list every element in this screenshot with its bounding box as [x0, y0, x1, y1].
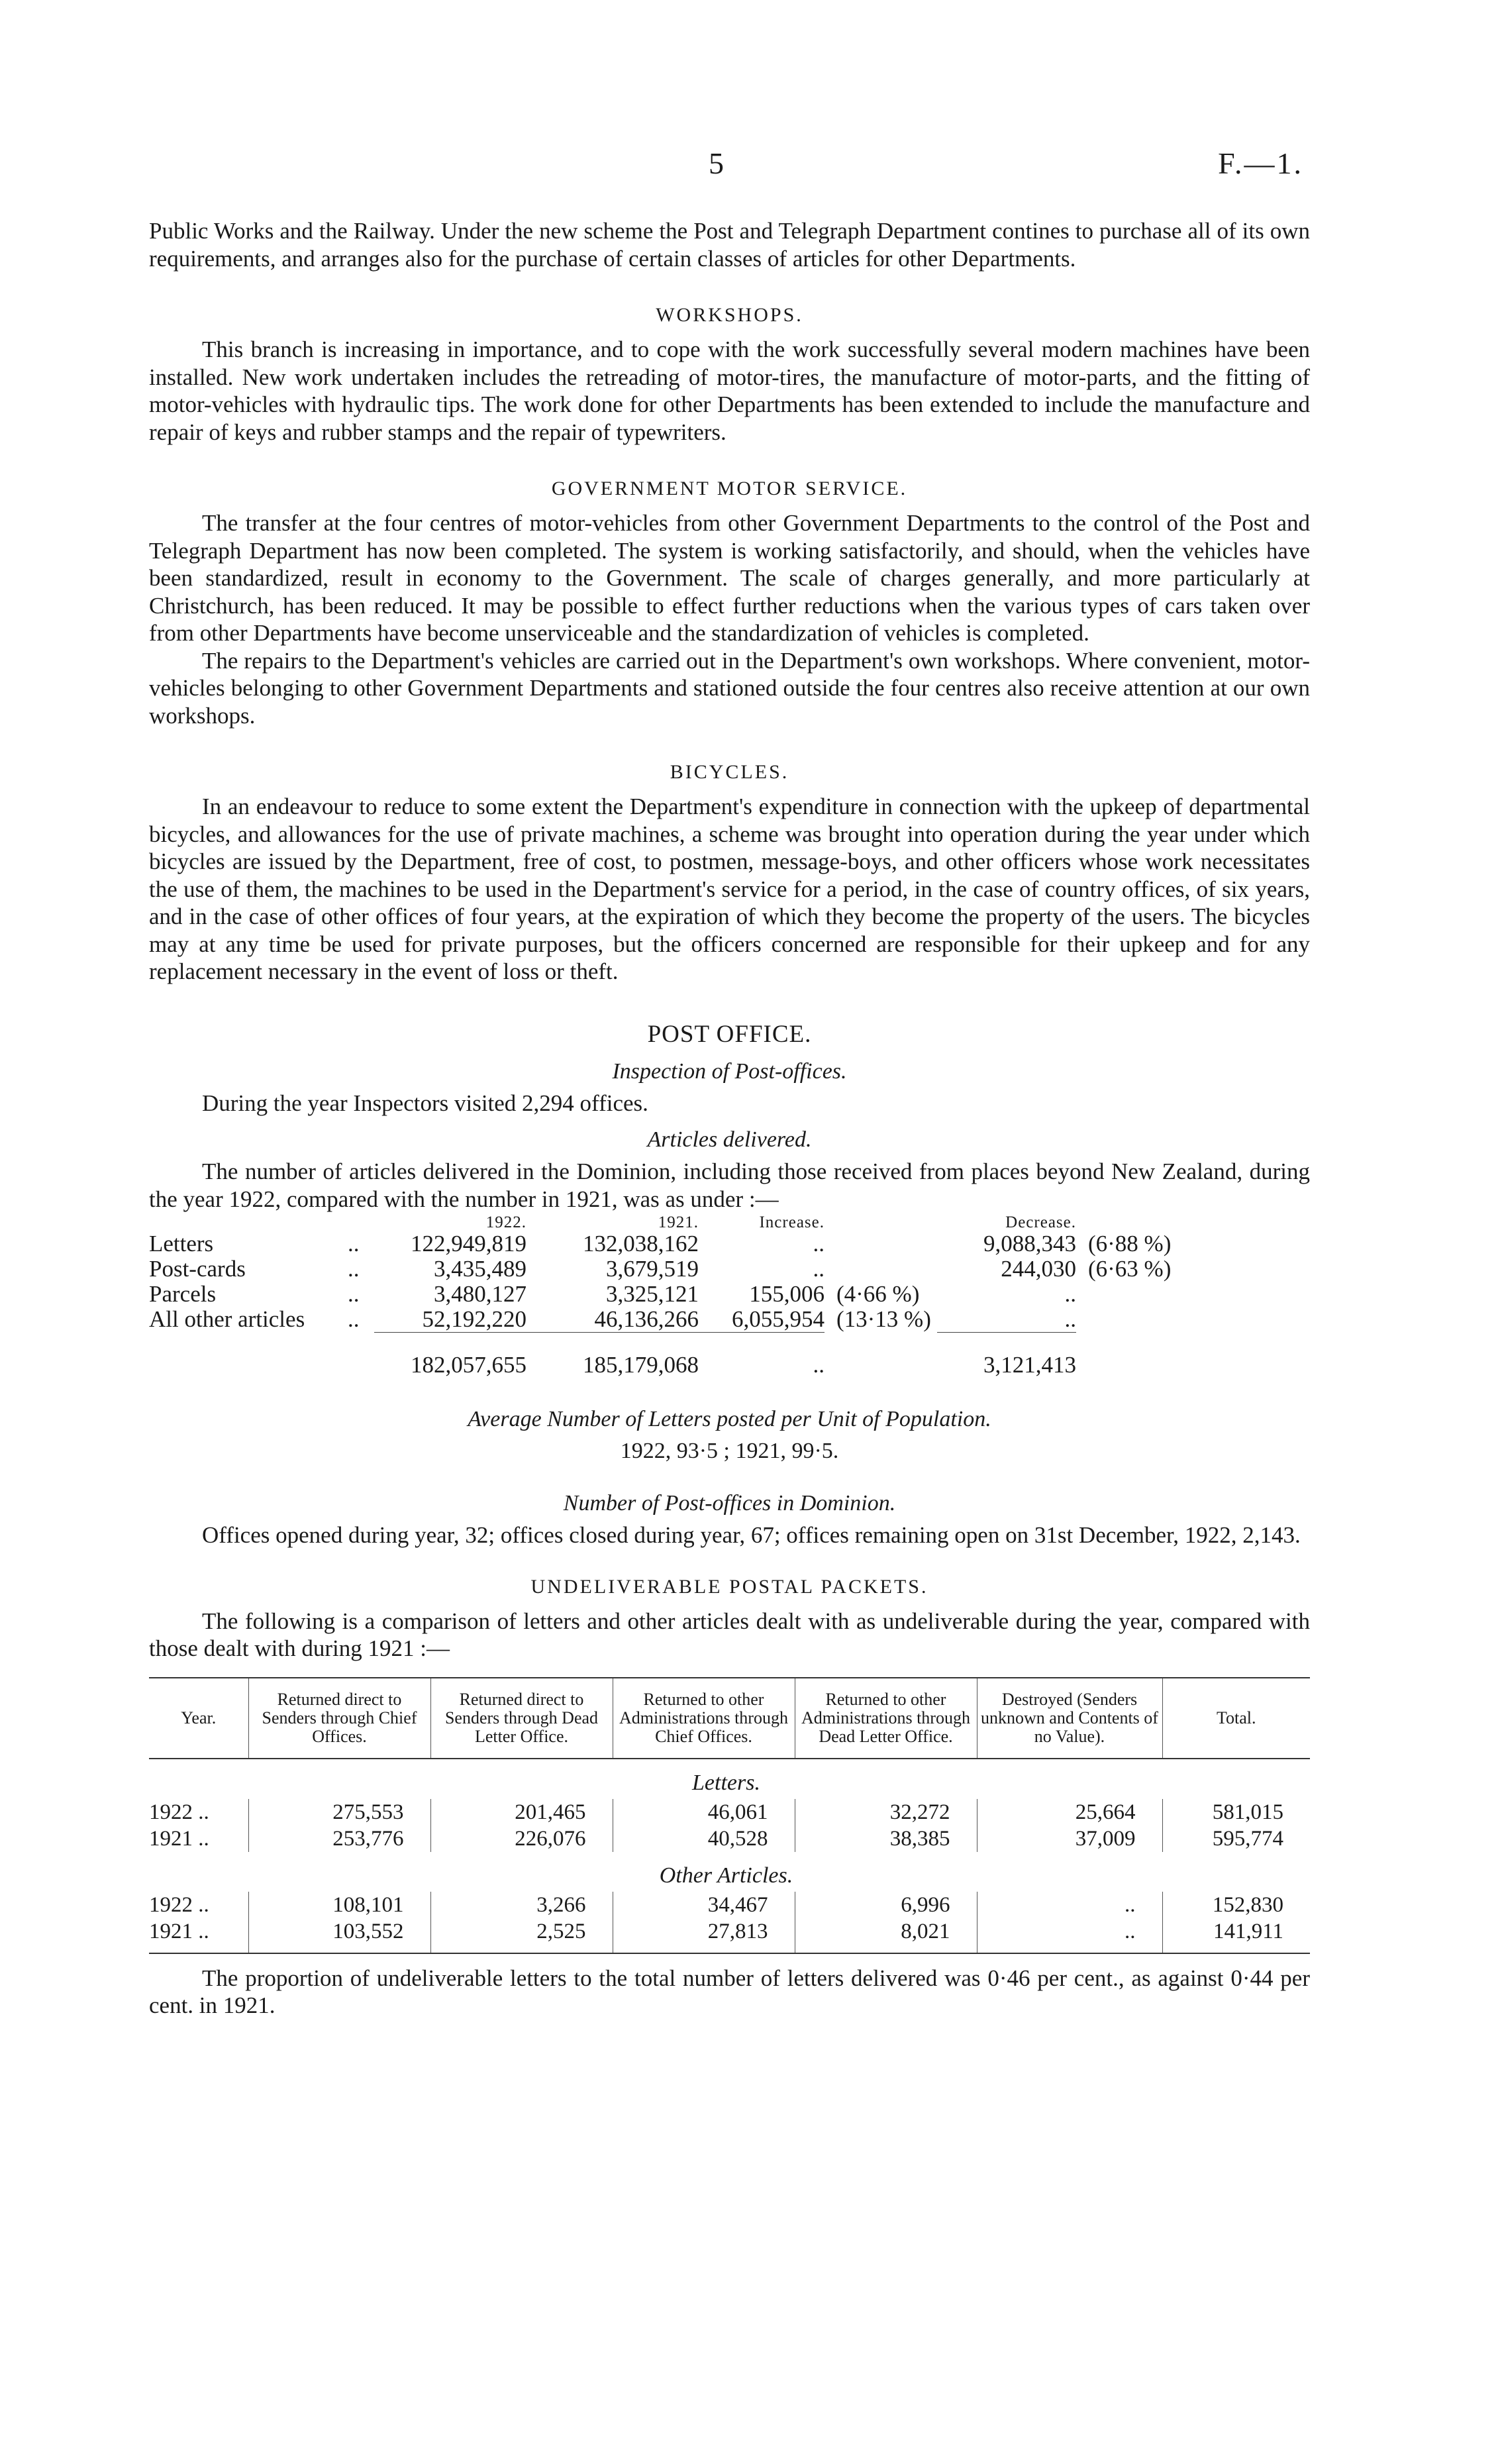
cell-year: 1922 .. [149, 1892, 209, 1917]
table-row [149, 1231, 1202, 1257]
cell-other-admin-dead-letter: 38,385 [795, 1825, 977, 1852]
row-label: Parcels [149, 1281, 217, 1307]
undeliverable-table [149, 1677, 1310, 1954]
col-header-total: Total. [1162, 1678, 1310, 1759]
totals-row [149, 1342, 1202, 1378]
articles-table-header [149, 1214, 1202, 1231]
col-header-other-admin-chief: Returned to other Administrations through Chief Offices. [613, 1678, 795, 1759]
cell-increase: .. [813, 1256, 825, 1282]
cell-decrease: .. [1064, 1306, 1076, 1332]
sum-rule [526, 1333, 699, 1343]
cell-year: 1921 .. [149, 1826, 209, 1851]
cell-increase-pct: (13·13 %) [836, 1306, 931, 1333]
cell-1921: 46,136,266 [594, 1306, 699, 1332]
row-dots: .. [348, 1281, 360, 1307]
cell-decrease-pct: (6·88 %) [1088, 1231, 1172, 1257]
col-header-decrease: Decrease. [1005, 1213, 1076, 1231]
cell-destroyed: 37,009 [977, 1825, 1162, 1852]
cell-decrease: .. [1064, 1281, 1076, 1307]
cell-total: 141,911 [1162, 1918, 1310, 1953]
col-header-year: Year. [149, 1678, 248, 1759]
section-title-letters: Letters. [692, 1770, 760, 1795]
motor-service-paragraph-2: The repairs to the Department's vehicles are carried out in the Department's own workshops. Where convenient, motor-vehicles belonging to other Government Departments and stationed outside the four centres also receive attention at our own workshops. [149, 647, 1310, 729]
cell-increase-pct [825, 1257, 937, 1282]
motor-service-paragraph-1: The transfer at the four centres of motor-vehicles from other Government Departments to the control of the Post and Telegraph Department has now been completed. The system is working satisfactorily, and should, when the vehicles have been standardized, result in economy to the Government. The scale of charges generally, and more particularly at Christchurch, has been reduced. It may be possible to effect further reductions when the various types of cars taken over from other Departments have become unserviceable and the standardization of vehicles is completed. [149, 510, 1310, 646]
row-label: Post-cards [149, 1256, 246, 1282]
workshops-paragraph: This branch is increasing in importance, and to cope with the work successfully several modern machines have been installed. New work undertaken includes the retreading of motor-tires, the manufacture of motor-parts, and the fitting of motor-vehicles with hydraulic tips. The work done for other Departments has been extended to include the manufacture and repair of keys and rubber stamps and the repair of typewriters. [149, 336, 1310, 445]
undeliverable-intro: The following is a comparison of letters and other articles dealt with as undeliverable during the year, compared with those dealt with during 1921 :— [149, 1608, 1310, 1661]
articles-delivered-text: The number of articles delivered in the Dominion, including those received from places beyond New Zealand, during the year 1922, compared with the number in 1921, was as under :— [149, 1158, 1310, 1212]
articles-delivered-heading: Articles delivered. [647, 1127, 812, 1152]
articles-delivered-table [149, 1214, 1202, 1378]
section-title-other-articles: Other Articles. [659, 1863, 793, 1888]
cell-destroyed: .. [977, 1892, 1162, 1918]
cell-other-admin-chief: 27,813 [613, 1918, 795, 1953]
cell-1921: 132,038,162 [583, 1231, 699, 1257]
col-header-returned-dead-letter: Returned direct to Senders through Dead Letter Office. [430, 1678, 613, 1759]
undeliverable-heading: UNDELIVERABLE POSTAL PACKETS. [530, 1575, 928, 1598]
total-1921: 185,179,068 [583, 1352, 699, 1378]
col-header-returned-chief: Returned direct to Senders through Chief Offices. [248, 1678, 430, 1759]
table-row [149, 1918, 1310, 1953]
average-letters-heading: Average Number of Letters posted per Unit of Population. [468, 1407, 991, 1431]
undeliverable-closing: The proportion of undeliverable letters to the total number of letters delivered was 0·46 per cent., as against 0·44 per cent. in 1921. [149, 1965, 1310, 2018]
cell-increase-pct: (4·66 %) [836, 1281, 920, 1307]
col-header-destroyed: Destroyed (Senders unknown and Contents of no Value). [977, 1678, 1162, 1759]
cell-returned-chief: 275,553 [248, 1799, 430, 1825]
cell-decrease: 9,088,343 [983, 1231, 1076, 1257]
inspection-text: During the year Inspectors visited 2,294 offices. [202, 1090, 648, 1116]
cell-other-admin-chief: 34,467 [613, 1892, 795, 1918]
bicycles-heading: BICYCLES. [670, 761, 789, 783]
table-row [149, 1892, 1310, 1918]
cell-total: 152,830 [1162, 1892, 1310, 1918]
total-increase: .. [813, 1352, 825, 1378]
cell-increase: .. [813, 1231, 825, 1257]
inspection-heading: Inspection of Post-offices. [612, 1058, 847, 1084]
col-header-1922: 1922. [485, 1213, 526, 1231]
cell-1921: 3,325,121 [606, 1281, 699, 1307]
cell-total: 595,774 [1162, 1825, 1310, 1852]
page-content [149, 217, 1310, 2020]
row-label: Letters [149, 1231, 214, 1257]
cell-returned-dead-letter: 2,525 [430, 1918, 613, 1953]
cell-increase: 6,055,954 [732, 1306, 825, 1332]
table-row [149, 1282, 1202, 1307]
cell-other-admin-dead-letter: 32,272 [795, 1799, 977, 1825]
cell-returned-dead-letter: 201,465 [430, 1799, 613, 1825]
section-header-row [149, 1852, 1310, 1892]
cell-destroyed: 25,664 [977, 1799, 1162, 1825]
cell-returned-dead-letter: 226,076 [430, 1825, 613, 1852]
cell-total: 581,015 [1162, 1799, 1310, 1825]
cell-decrease-pct [1076, 1282, 1202, 1307]
cell-year: 1921 .. [149, 1918, 248, 1953]
intro-paragraph: Public Works and the Railway. Under the new scheme the Post and Telegraph Department contines to purchase all of its own requirements, and arranges also for the purchase of certain classes of articles for other Departments. [149, 218, 1310, 272]
total-1922: 182,057,655 [411, 1352, 526, 1378]
sum-rule [699, 1333, 825, 1343]
cell-other-admin-chief: 40,528 [613, 1825, 795, 1852]
post-office-heading: POST OFFICE. [647, 1020, 812, 1048]
col-header-increase: Increase. [759, 1213, 825, 1231]
cell-increase: 155,006 [749, 1281, 825, 1307]
sum-rule [374, 1333, 526, 1343]
workshops-heading: WORKSHOPS. [656, 304, 803, 326]
cell-1921: 3,679,519 [606, 1256, 699, 1282]
row-label: All other articles [149, 1306, 305, 1333]
page-header [0, 146, 1502, 192]
cell-returned-chief: 253,776 [248, 1825, 430, 1852]
cell-returned-chief: 103,552 [248, 1918, 430, 1953]
table-row [149, 1307, 1202, 1333]
cell-decrease-pct: (6·63 %) [1088, 1256, 1172, 1282]
cell-1922: 3,435,489 [434, 1256, 526, 1282]
table-row [149, 1257, 1202, 1282]
cell-1922: 122,949,819 [411, 1231, 526, 1257]
bicycles-paragraph: In an endeavour to reduce to some extent the Department's expenditure in connection with the upkeep of departmental bicycles, and allowances for the use of private machines, a scheme was brought into operation during the year under which bicycles are issued by the Department, free of cost, to postmen, message-boys, and other officers whose work necessitates the use of them, the machines to be used in the Department's service for a period, in the case of country offices, of six years, and in the case of other offices of four years, at the expiration of which they become the property of the users. The bicycles may at any time be used for private purposes, but the officers concerned are responsible for their upkeep and for any replacement necessary in the event of loss or theft. [149, 794, 1310, 984]
undeliverable-table-header [149, 1678, 1310, 1759]
sum-rule-row [149, 1333, 1202, 1343]
cell-decrease-pct [1076, 1307, 1202, 1333]
cell-1922: 52,192,220 [422, 1306, 526, 1332]
number-post-offices-text: Offices opened during year, 32; offices closed during year, 67; offices remaining open on 31st December, 1922, 2,143. [202, 1522, 1301, 1548]
section-header-row [149, 1759, 1310, 1799]
cell-returned-chief: 108,101 [248, 1892, 430, 1918]
total-decrease: 3,121,413 [983, 1352, 1076, 1378]
cell-other-admin-dead-letter: 6,996 [795, 1892, 977, 1918]
cell-other-admin-chief: 46,061 [613, 1799, 795, 1825]
table-row [149, 1825, 1310, 1852]
cell-increase-pct [825, 1231, 937, 1257]
cell-returned-dead-letter: 3,266 [430, 1892, 613, 1918]
row-dots: .. [348, 1306, 360, 1333]
motor-service-heading: GOVERNMENT MOTOR SERVICE. [551, 478, 908, 499]
document-reference: F.—1. [1218, 146, 1303, 180]
cell-other-admin-dead-letter: 8,021 [795, 1918, 977, 1953]
row-dots: .. [348, 1231, 360, 1257]
row-dots: .. [348, 1256, 360, 1282]
col-header-1921: 1921. [658, 1213, 699, 1231]
cell-destroyed: .. [977, 1918, 1162, 1953]
col-header-other-admin-dead-letter: Returned to other Administrations through Dead Letter Office. [795, 1678, 977, 1759]
cell-decrease: 244,030 [1001, 1256, 1076, 1282]
cell-year: 1922 .. [149, 1800, 209, 1824]
number-post-offices-heading: Number of Post-offices in Dominion. [563, 1491, 896, 1515]
page-number: 5 [709, 146, 724, 180]
sum-rule [937, 1333, 1076, 1343]
cell-1922: 3,480,127 [434, 1281, 526, 1307]
table-row [149, 1799, 1310, 1825]
average-letters-text: 1922, 93·5 ; 1921, 99·5. [620, 1439, 839, 1463]
